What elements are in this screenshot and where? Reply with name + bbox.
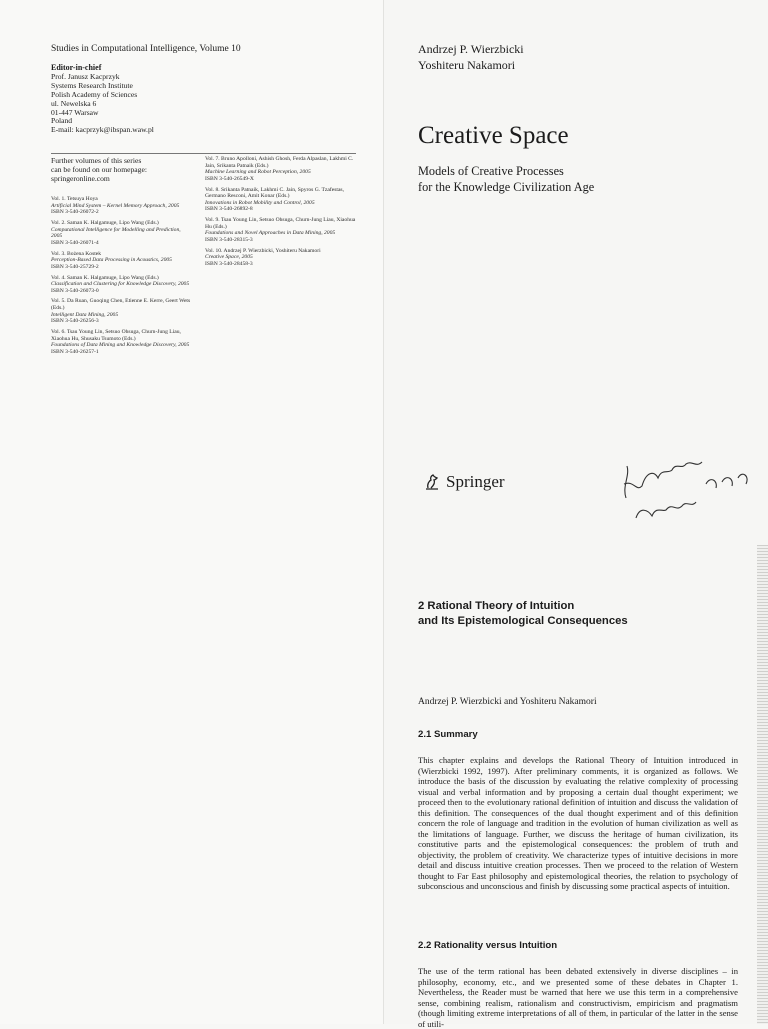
subtitle-line: Models of Creative Processes: [418, 164, 564, 178]
editor-line: Prof. Janusz Kacprzyk: [51, 71, 120, 81]
volume-entry: Vol. 3. Bożena Kostek Perception-Based Data Processing in Acoustics, 2005 ISBN 3-540-25729-2: [51, 250, 172, 270]
further-line: can be found on our homepage:: [51, 164, 147, 174]
chapter-title-line: 2 Rational Theory of Intuition: [418, 600, 575, 612]
volume-entry: Vol. 10. Andrzej P. Wierzbicki, Yoshiteru Nakamori Creative Space, 2005 ISBN 3-540-28458-3: [205, 247, 321, 267]
book-authors: [418, 42, 524, 73]
further-volumes-note: [51, 157, 191, 184]
book-title: Creative Space: [418, 122, 569, 149]
further-line: Further volumes of this series: [51, 156, 142, 165]
handwritten-signature: [606, 440, 756, 530]
editor-line: 01-447 Warsaw: [51, 107, 99, 117]
series-homepage-link: springeronline.com: [51, 173, 110, 183]
subtitle-line: for the Knowledge Civilization Age: [418, 179, 595, 194]
volume-entry: Vol. 5. Da Ruan, Guoqing Chen, Etienne E. Kerre, Geert Wets (Eds.) Intelligent Data Mining, 2005 ISBN 3-540-26256-3: [51, 298, 191, 325]
editor-line: Systems Research Institute: [51, 80, 133, 90]
editor-line: Polish Academy of Sciences: [51, 89, 138, 99]
summary-paragraph: This chapter explains and develops the Rational Theory of Intuition introduced in (Wierzbicki 1992, 1997). After preliminary comments, it is organized as follows. We introduce the basis of the discussion by evaluating the relative complexity of processing visual and verbal information and by proposing a certain dual thought experiment; we proceed then to the evolutionary rational definition of intuition and discuss the validation of this definition. The consequences of the dual thought experiment and of this definition concern the role of language and tradition in the evolution of human civilization as well as the limitations of language. Further, we discuss the heritage of human civilization, its constitutive parts and the epistemological consequences: the problem of truth and objectivity, the problem of creativity. We characterize types of intuitive decisions in more detail and discuss intuitive creation processes. Then we proceed to the relation of Western thought to Far East philosophy and epistemological theories, the relation to psychology of subconscious and unconscious and finish by discussing some practical aspects of intuition.: [418, 755, 738, 891]
volume-entry: Vol. 4. Saman K. Halgamuge, Lipo Wang (Eds.) Classification and Clustering for Knowledge Discovery, 2005 ISBN 3-540-26073-0: [51, 274, 190, 294]
volume-list-col2: [205, 156, 360, 272]
section-heading-summary: 2.1 Summary: [418, 729, 478, 740]
divider-rule: [51, 153, 356, 154]
volume-entry: Vol. 2. Saman K. Halgamuge, Lipo Wang (Eds.) Computational Intelligence for Modelling and Prediction, 2005 ISBN 3-540-26071-4: [51, 219, 181, 246]
series-title: Studies in Computational Intelligence, Volume 10: [51, 44, 241, 54]
publisher-name: Springer: [446, 472, 505, 491]
rationality-paragraph: The use of the term rational has been debated extensively in diverse disciplines – in philosophy, economy, etc., and we presented some of these debates in Chapter 1. Nevertheless, the Reader must be warned that here we use this term in a comprehensive sense, combining realism, rationalism and constructivism, empiricism and pragmatism (though limiting extreme interpretations of all of them, in particular of the latter in the sense of utili-: [418, 966, 738, 1029]
author-name: Andrzej P. Wierzbicki: [418, 42, 524, 56]
volume-entry: Vol. 9. Tsau Young Lin, Setsuo Ohsuga, Churn-Jung Liau, Xiaohua Hu (Eds.) Foundations and Novel Approaches in Data Mining, 2005 ISBN 3-540-28315-3: [205, 217, 356, 243]
volume-entry: Vol. 8. Srikanta Patnaik, Lakhmi C. Jain, Spyros G. Tzafestas, Germano Resconi, Amit Konar (Eds.) Innovations in Robot Mobility and Control, 2005 ISBN 3-540-26892-8: [205, 186, 344, 213]
page-edge-strip: [757, 545, 768, 1024]
volume-entry: Vol. 1. Tetsuya Hoya Artificial Mind System – Kernel Memory Approach, 2005 ISBN 3-540-26072-2: [51, 196, 180, 216]
volume-entry: Vol. 6. Tsau Young Lin, Setsuo Ohsuga, Churn-Jung Liau, Xiaohua Hu, Shusaku Tsumoto (Eds.) Foundations of Data Mining and Knowledge Discovery, 2005 ISBN 3-540-26257-1: [51, 329, 190, 355]
editor-label: Editor-in-chief: [51, 63, 102, 72]
publisher-logo: [422, 472, 505, 492]
section-heading-rationality: 2.2 Rationality versus Intuition: [418, 940, 558, 951]
editor-line: Poland: [51, 116, 73, 126]
volume-list-col1: [51, 196, 191, 360]
page-fold: [383, 0, 384, 1024]
chapter-title: [418, 599, 628, 628]
volume-entry: Vol. 7. Bruno Apolloni, Ashish Ghosh, Ferda Alpaslan, Lakhmi C. Jain, Srikanta Patnaik (Eds.) Machine Learning and Robot Perception, 2005 ISBN 3-540-26549-X: [205, 156, 354, 182]
editor-block: [51, 64, 154, 135]
author-name: Yoshiteru Nakamori: [418, 57, 516, 72]
springer-horse-icon: [422, 472, 442, 492]
book-subtitle: [418, 164, 594, 195]
editor-email: E-mail: kacprzyk@ibspan.waw.pl: [51, 125, 154, 135]
editor-line: ul. Newelska 6: [51, 98, 97, 108]
chapter-title-line: and Its Epistemological Consequences: [418, 614, 628, 627]
chapter-authors: Andrzej P. Wierzbicki and Yoshiteru Nakamori: [418, 697, 597, 707]
